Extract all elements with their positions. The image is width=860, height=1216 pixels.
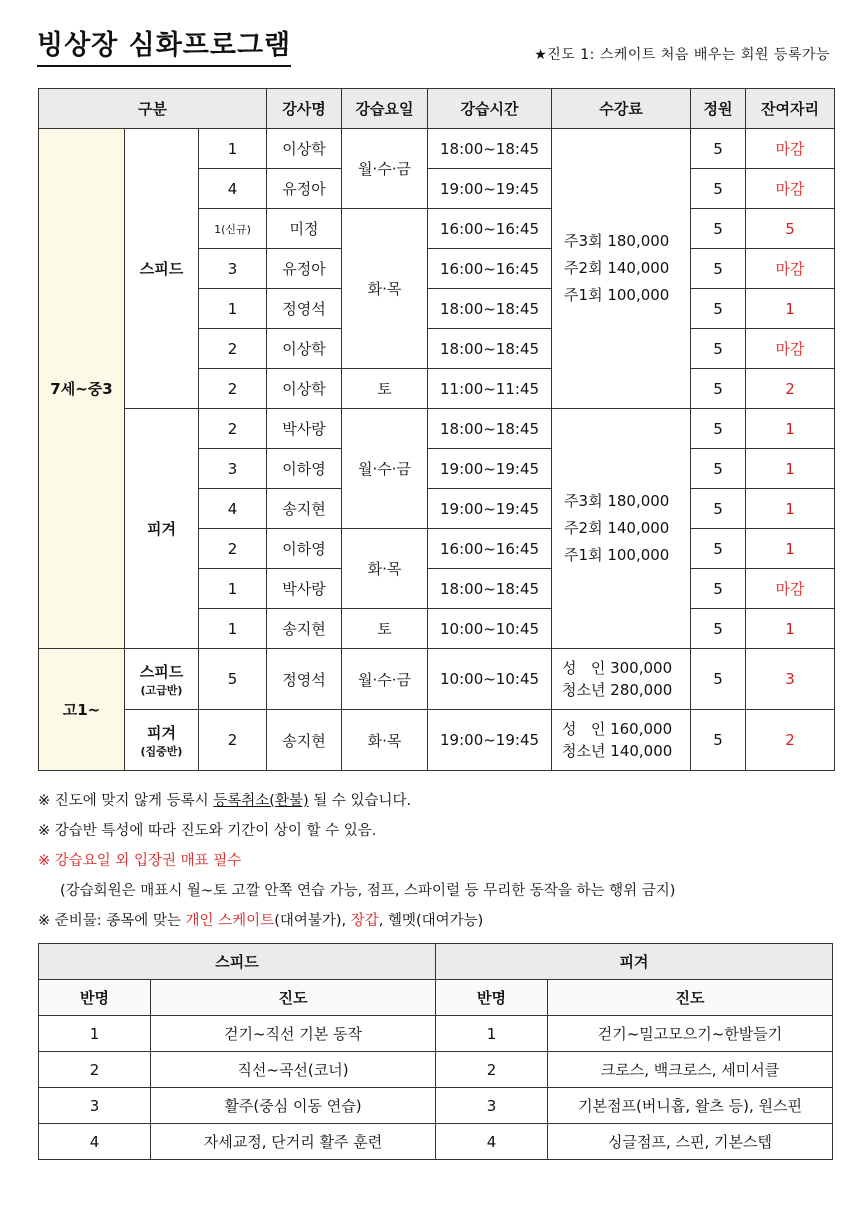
header-fee: 수강료: [552, 89, 691, 129]
level-cell: 2: [199, 329, 267, 369]
remaining-cell: 5: [746, 209, 835, 249]
class-cell: 1: [436, 1016, 548, 1052]
class-header: 반명: [39, 980, 151, 1016]
table-row: [39, 1052, 833, 1088]
note-underline: 등록취소(환불): [213, 793, 309, 809]
instructor-cell: 송지현: [267, 489, 342, 529]
header-days: 강습요일: [342, 89, 428, 129]
instructor-cell: 박사랑: [267, 569, 342, 609]
fee-cell-adult-figure: [552, 710, 691, 771]
time-cell: 16:00~16:45: [428, 249, 552, 289]
remaining-cell: 마감: [746, 329, 835, 369]
fee-line: 주1회 100,000: [564, 546, 670, 564]
class-cell: 3: [39, 1088, 151, 1124]
sport-label: 피겨: [147, 723, 176, 742]
class-cell: 4: [436, 1124, 548, 1160]
table-row: [39, 1124, 833, 1160]
level-note: ★진도 1: 스케이트 처음 배우는 회원 등록가능: [534, 47, 830, 63]
capacity-cell: 5: [691, 489, 746, 529]
table-row: [39, 649, 835, 710]
sport-speed-advanced: [125, 649, 199, 710]
instructor-cell: 미정: [267, 209, 342, 249]
progress-cell: 직선~곡선(코너): [151, 1052, 436, 1088]
table-header-row: [39, 89, 835, 129]
note-text: 될 수 있습니다.: [308, 793, 412, 809]
time-cell: 19:00~19:45: [428, 449, 552, 489]
days-cell: 토: [342, 369, 428, 409]
instructor-cell: 송지현: [267, 609, 342, 649]
fee-line: 주1회 100,000: [564, 286, 670, 304]
note-refund: [38, 786, 838, 816]
remaining-cell: 1: [746, 529, 835, 569]
time-cell: 10:00~10:45: [428, 609, 552, 649]
note-text: (대여불가),: [274, 913, 351, 929]
table-row: [39, 1088, 833, 1124]
time-cell: 18:00~18:45: [428, 289, 552, 329]
time-cell: 19:00~19:45: [428, 710, 552, 771]
sport-figure-intensive: [125, 710, 199, 771]
level-cell: 3: [199, 449, 267, 489]
age-group-adult: 고1~: [39, 649, 125, 771]
level-cell: 2: [199, 710, 267, 771]
remaining-cell: 마감: [746, 249, 835, 289]
capacity-cell: 5: [691, 329, 746, 369]
level-cell: 4: [199, 169, 267, 209]
capacity-cell: 5: [691, 169, 746, 209]
capacity-cell: 5: [691, 289, 746, 329]
fee-line: 청소년 140,000: [562, 742, 673, 760]
table-row: [39, 1016, 833, 1052]
days-cell: 월·수·금: [342, 649, 428, 710]
note-text: , 헬멧(대여가능): [378, 913, 484, 929]
sport-figure: 피겨: [125, 409, 199, 649]
sport-sublabel: (집중반): [140, 744, 183, 758]
remaining-cell: 3: [746, 649, 835, 710]
remaining-cell: 1: [746, 449, 835, 489]
level-cell: 4: [199, 489, 267, 529]
schedule-table: [38, 88, 835, 771]
capacity-cell: 5: [691, 529, 746, 569]
progress-speed-title: 스피드: [39, 944, 436, 980]
table-row: [39, 409, 835, 449]
note-text: ※ 준비물: 종목에 맞는: [38, 913, 186, 929]
page-title: 빙상장 심화프로그램: [37, 28, 291, 67]
fee-line: 주3회 180,000: [564, 492, 670, 510]
progress-header: 진도: [151, 980, 436, 1016]
days-cell: 토: [342, 609, 428, 649]
progress-cell: 걷기~직선 기본 동작: [151, 1016, 436, 1052]
class-cell: 1: [39, 1016, 151, 1052]
instructor-cell: 유정아: [267, 169, 342, 209]
progress-cell: 기본점프(버니홉, 왈츠 등), 원스핀: [548, 1088, 833, 1124]
progress-cell: 활주(중심 이동 연습): [151, 1088, 436, 1124]
instructor-cell: 이하영: [267, 529, 342, 569]
instructor-cell: 유정아: [267, 249, 342, 289]
remaining-cell: 1: [746, 289, 835, 329]
capacity-cell: 5: [691, 249, 746, 289]
remaining-cell: 마감: [746, 169, 835, 209]
class-header: 반명: [436, 980, 548, 1016]
header-time: 강습시간: [428, 89, 552, 129]
sport-speed: 스피드: [125, 129, 199, 409]
progress-cell: 크로스, 백크로스, 세미서클: [548, 1052, 833, 1088]
progress-cell: 걷기~밀고모으기~한발들기: [548, 1016, 833, 1052]
time-cell: 18:00~18:45: [428, 409, 552, 449]
remaining-cell: 1: [746, 489, 835, 529]
fee-line: 성 인 160,000: [562, 720, 673, 738]
remaining-cell: 1: [746, 409, 835, 449]
sport-sublabel: (고급반): [140, 683, 183, 697]
capacity-cell: 5: [691, 449, 746, 489]
remaining-cell: 2: [746, 710, 835, 771]
progress-figure-title: 피겨: [436, 944, 833, 980]
time-cell: 19:00~19:45: [428, 169, 552, 209]
header-remaining: 잔여자리: [746, 89, 835, 129]
capacity-cell: 5: [691, 369, 746, 409]
progress-table: [38, 943, 833, 1160]
fee-cell-speed: [552, 129, 691, 409]
remaining-cell: 2: [746, 369, 835, 409]
level-cell: 1(신규): [199, 209, 267, 249]
progress-header: 진도: [548, 980, 833, 1016]
capacity-cell: 5: [691, 710, 746, 771]
instructor-cell: 이상학: [267, 129, 342, 169]
fee-line: 주2회 140,000: [564, 519, 670, 537]
class-cell: 2: [436, 1052, 548, 1088]
level-cell: 1: [199, 289, 267, 329]
level-cell: 2: [199, 369, 267, 409]
note-highlight: 개인 스케이트: [185, 913, 275, 929]
fee-cell-figure: [552, 409, 691, 649]
days-cell: 월·수·금: [342, 129, 428, 209]
time-cell: 16:00~16:45: [428, 529, 552, 569]
remaining-cell: 마감: [746, 569, 835, 609]
time-cell: 18:00~18:45: [428, 129, 552, 169]
days-cell: 월·수·금: [342, 409, 428, 529]
fee-line: 성 인 300,000: [562, 659, 673, 677]
header-category: 구분: [39, 89, 267, 129]
instructor-cell: 이하영: [267, 449, 342, 489]
header-instructor: 강사명: [267, 89, 342, 129]
note-highlight: 장갑: [350, 913, 379, 929]
capacity-cell: 5: [691, 569, 746, 609]
time-cell: 11:00~11:45: [428, 369, 552, 409]
class-cell: 4: [39, 1124, 151, 1160]
level-cell: 2: [199, 409, 267, 449]
remaining-cell: 마감: [746, 129, 835, 169]
instructor-cell: 정영석: [267, 649, 342, 710]
level-cell: 1: [199, 609, 267, 649]
note-supplies: [38, 906, 838, 936]
fee-line: 청소년 280,000: [562, 681, 673, 699]
table-row: [39, 129, 835, 169]
time-cell: 18:00~18:45: [428, 329, 552, 369]
instructor-cell: 정영석: [267, 289, 342, 329]
instructor-cell: 이상학: [267, 329, 342, 369]
progress-cell: 자세교정, 단거리 활주 훈련: [151, 1124, 436, 1160]
sport-label: 스피드: [139, 662, 184, 681]
capacity-cell: 5: [691, 409, 746, 449]
time-cell: 18:00~18:45: [428, 569, 552, 609]
instructor-cell: 박사랑: [267, 409, 342, 449]
fee-line: 주2회 140,000: [564, 259, 670, 277]
time-cell: 10:00~10:45: [428, 649, 552, 710]
capacity-cell: 5: [691, 129, 746, 169]
note-period: ※ 강습반 특성에 따라 진도와 기간이 상이 할 수 있음.: [38, 823, 377, 839]
days-cell: 화·목: [342, 209, 428, 369]
level-cell: 1: [199, 569, 267, 609]
note-text: ※ 진도에 맞지 않게 등록시: [38, 793, 214, 809]
progress-title-row: [39, 944, 833, 980]
capacity-cell: 5: [691, 609, 746, 649]
table-row: [39, 710, 835, 771]
header-capacity: 정원: [691, 89, 746, 129]
progress-header-row: [39, 980, 833, 1016]
instructor-cell: 이상학: [267, 369, 342, 409]
level-cell: 5: [199, 649, 267, 710]
time-cell: 19:00~19:45: [428, 489, 552, 529]
note-ticket: ※ 강습요일 외 입장권 매표 필수: [38, 853, 242, 869]
instructor-cell: 송지현: [267, 710, 342, 771]
remaining-cell: 1: [746, 609, 835, 649]
class-cell: 3: [436, 1088, 548, 1124]
level-cell: 2: [199, 529, 267, 569]
days-cell: 화·목: [342, 710, 428, 771]
level-cell: 1: [199, 129, 267, 169]
fee-line: 주3회 180,000: [564, 232, 670, 250]
capacity-cell: 5: [691, 649, 746, 710]
age-group-kids: 7세~중3: [39, 129, 125, 649]
days-cell: 화·목: [342, 529, 428, 609]
fee-cell-adult-speed: [552, 649, 691, 710]
progress-cell: 싱글점프, 스핀, 기본스텝: [548, 1124, 833, 1160]
time-cell: 16:00~16:45: [428, 209, 552, 249]
notes-section: [38, 786, 838, 936]
class-cell: 2: [39, 1052, 151, 1088]
capacity-cell: 5: [691, 209, 746, 249]
level-cell: 3: [199, 249, 267, 289]
note-practice: (강습회원은 매표시 월~토 고깔 안쪽 연습 가능, 점프, 스파이럴 등 무리한 동작을 하는 행위 금지): [60, 883, 676, 899]
